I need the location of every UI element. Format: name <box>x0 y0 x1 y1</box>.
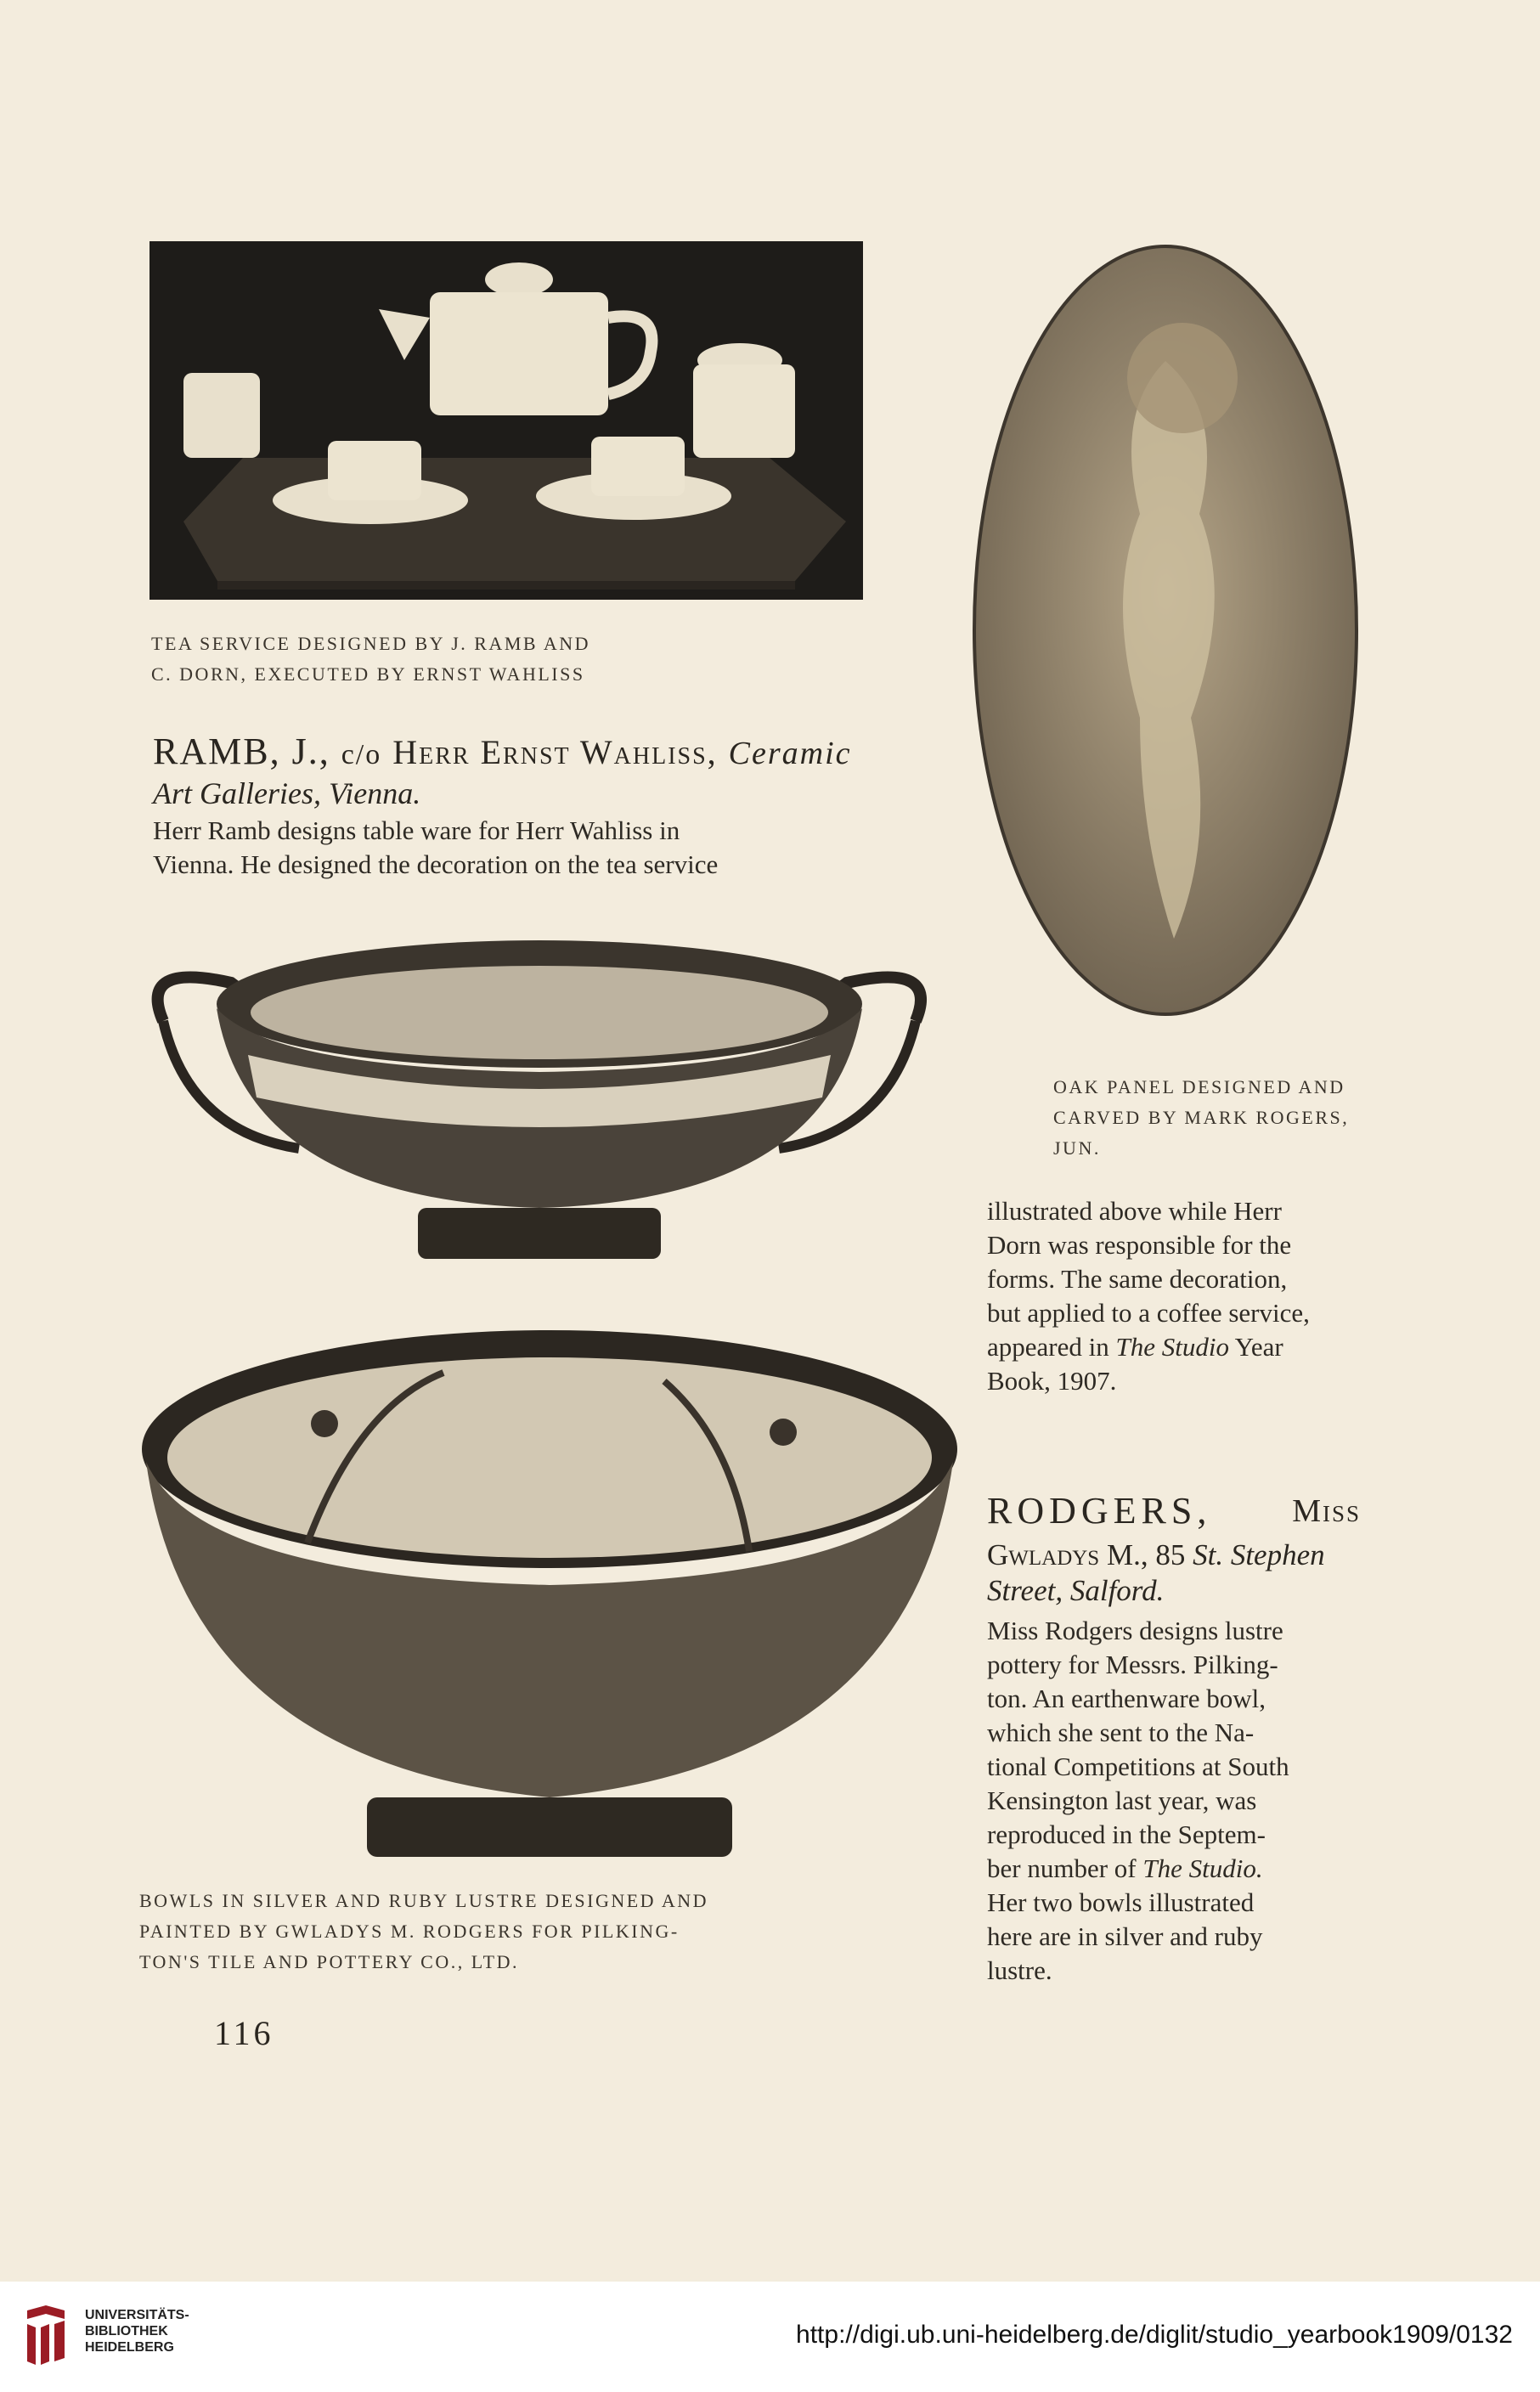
rodgers-first-name: Gwladys M., 85 <box>987 1538 1186 1571</box>
rodgers-heading <box>987 1488 1361 1534</box>
library-logo-icon <box>20 2302 71 2370</box>
two-handled-bowl-illustration <box>129 928 950 1276</box>
caption-line: C. DORN, EXECUTED BY ERNST WAHLISS <box>151 663 585 685</box>
lower-bowl-photo <box>138 1322 962 1874</box>
library-footer <box>0 2282 1540 2392</box>
rodgers-street: St. Stephen <box>1193 1538 1325 1571</box>
rodgers-title: Miss <box>1292 1493 1361 1529</box>
library-line: UNIVERSITÄTS- <box>85 2308 189 2322</box>
oak-panel-illustration <box>970 242 1361 1019</box>
text-span: appeared in <box>987 1332 1116 1362</box>
text-line <box>987 1852 1361 1886</box>
library-line: BIBLIOTHEK <box>85 2324 168 2338</box>
tea-service-caption <box>151 629 746 690</box>
caption-line: PAINTED BY GWLADYS M. RODGERS FOR PILKING- <box>139 1921 680 1942</box>
text-line: Her two bowls illustrated <box>987 1887 1255 1917</box>
ramb-place: Ceramic <box>728 736 852 771</box>
text-line: forms. The same decoration, <box>987 1264 1288 1294</box>
ramb-place-line2: Art Galleries, Vienna. <box>153 776 421 810</box>
caption-line: CARVED BY MARK ROGERS, <box>1053 1107 1350 1128</box>
studio-title: The Studio <box>1115 1332 1229 1362</box>
caption-line: OAK PANEL DESIGNED AND <box>1053 1076 1345 1097</box>
rodgers-address <box>987 1537 1361 1609</box>
oak-panel-photo <box>970 242 1361 1019</box>
text-line: ton. An earthenware bowl, <box>987 1684 1266 1713</box>
text-line: illustrated above while Herr <box>987 1196 1282 1226</box>
rodgers-name: RODGERS, <box>987 1490 1212 1532</box>
page-number: 116 <box>214 2014 274 2052</box>
text-line: lustre. <box>987 1955 1052 1985</box>
caption-line: TON'S TILE AND POTTERY CO., LTD. <box>139 1951 519 1972</box>
text-span: Year <box>1228 1332 1283 1362</box>
address-line <box>987 1537 1361 1573</box>
text-line: pottery for Messrs. Pilking- <box>987 1650 1278 1679</box>
tea-service-illustration <box>149 241 863 600</box>
oak-panel-caption <box>1053 1072 1376 1164</box>
text-line: but applied to a coffee service, <box>987 1298 1310 1328</box>
text-line: Miss Rodgers designs lustre <box>987 1616 1283 1645</box>
text-line: Dorn was responsible for the <box>987 1230 1292 1260</box>
text-line: Kensington last year, was <box>987 1786 1257 1815</box>
rodgers-paragraph <box>987 1614 1361 1988</box>
text-line: reproduced in the Septem- <box>987 1819 1266 1849</box>
text-line: tional Competitions at South <box>987 1752 1289 1781</box>
text-line <box>987 1330 1361 1364</box>
caption-line: JUN. <box>1053 1137 1101 1159</box>
bowls-caption <box>139 1886 904 1977</box>
address-line: Street, Salford. <box>987 1574 1165 1607</box>
lustre-bowl-illustration <box>138 1322 962 1874</box>
text-line: Herr Ramb designs table ware for Herr Wahliss in <box>153 815 680 845</box>
ramb-paragraph <box>153 814 866 882</box>
text-span: ber number of <box>987 1853 1143 1883</box>
source-url[interactable]: http://digi.ub.uni-heidelberg.de/diglit/studio_yearbook1909/0132 <box>796 2321 1513 2349</box>
upper-bowl-photo <box>129 928 950 1276</box>
ramb-address: Herr Ernst Wahliss, <box>392 733 718 771</box>
ramb-name: RAMB, J., <box>153 731 330 772</box>
tea-service-photo <box>149 241 863 600</box>
text-line: which she sent to the Na- <box>987 1718 1255 1747</box>
text-line: Book, 1907. <box>987 1366 1117 1396</box>
caption-line: TEA SERVICE DESIGNED BY J. RAMB AND <box>151 633 591 654</box>
text-line: here are in silver and ruby <box>987 1921 1263 1951</box>
library-line: HEIDELBERG <box>85 2340 174 2355</box>
studio-title: The Studio. <box>1142 1853 1263 1883</box>
ramb-continuation <box>987 1194 1361 1398</box>
text-line: Vienna. He designed the decoration on the tea service <box>153 849 719 879</box>
caption-line: BOWLS IN SILVER AND RUBY LUSTRE DESIGNED AND <box>139 1890 709 1911</box>
library-name <box>85 2307 189 2355</box>
ramb-co: c/o <box>341 739 382 770</box>
ramb-heading <box>153 729 875 778</box>
